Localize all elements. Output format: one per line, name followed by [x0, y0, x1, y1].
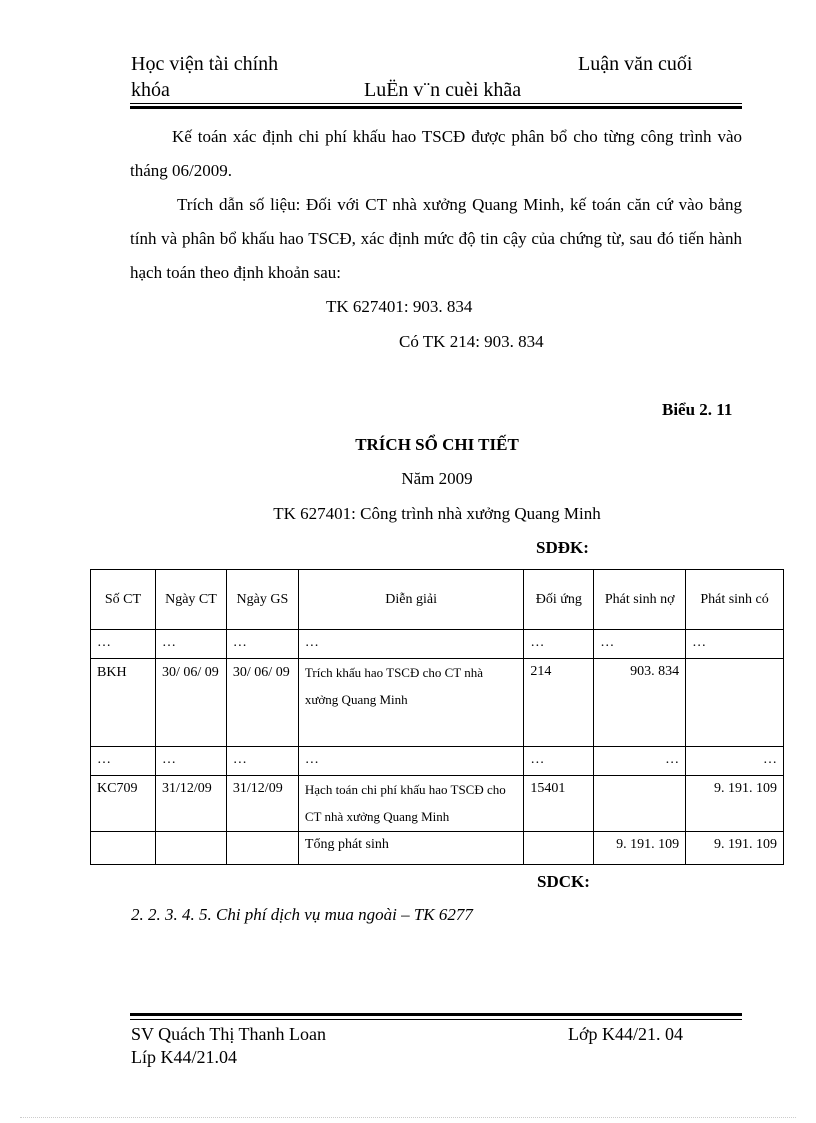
cell-dien-giai: …	[298, 747, 523, 776]
table-row	[91, 630, 784, 659]
closing-balance-label: SDCK:	[537, 872, 590, 891]
header-rule-thick	[130, 106, 742, 109]
col-header-so-ct: Số CT	[91, 570, 156, 630]
cell-dien-giai: Trích khấu hao TSCĐ cho CT nhà xưởng Quang Minh	[298, 659, 523, 747]
header-institution: Học viện tài chính	[131, 53, 279, 75]
cell-ps-no: …	[594, 747, 686, 776]
ledger-title: TRÍCH SỔ CHI TIẾT	[355, 435, 519, 454]
table-header-row	[91, 570, 784, 630]
cell-ps-co	[686, 659, 784, 747]
intro-paragraph-2: Trích dẫn số liệu: Đối với CT nhà xưởng Quang Minh, kế toán căn cứ vào bảng tính và phân bổ khấu hao TSCĐ, xác định mức độ tin cậy của chứng từ, sau đó tiến hành hạch toán theo định khoản sau:	[130, 195, 742, 282]
header-rule-thin	[130, 103, 742, 104]
table-row	[91, 747, 784, 776]
cell-doi-ung: …	[524, 747, 594, 776]
cell-doi-ung: 214	[524, 659, 594, 747]
col-header-ps-co: Phát sinh có	[686, 570, 784, 630]
journal-entry-debit: TK 627401: 903. 834	[326, 297, 473, 316]
table-total-row	[91, 832, 784, 865]
cell-ngay-gs: 30/ 06/ 09	[226, 659, 298, 747]
total-ps-co: 9. 191. 109	[686, 832, 784, 865]
cell-ngay-ct: …	[155, 630, 226, 659]
cell-ngay-ct: …	[155, 747, 226, 776]
cell-ngay-gs: 31/12/09	[226, 776, 298, 832]
table-row	[91, 776, 784, 832]
cell-empty	[155, 832, 226, 865]
cell-ngay-ct: 31/12/09	[155, 776, 226, 832]
cell-doi-ung: …	[524, 630, 594, 659]
exhibit-label: Biểu 2. 11	[662, 400, 733, 419]
cell-so-ct: BKH	[91, 659, 156, 747]
cell-ps-co: 9. 191. 109	[686, 776, 784, 832]
footer-class-left: Líp K44/21.04	[131, 1047, 237, 1067]
footer-rule-thin	[130, 1019, 742, 1020]
total-label: Tổng phát sinh	[298, 832, 523, 865]
footer-class-right: Lớp K44/21. 04	[568, 1024, 684, 1044]
cell-empty	[91, 832, 156, 865]
cell-so-ct: …	[91, 630, 156, 659]
header-doc-type: Luận văn cuối	[578, 53, 693, 75]
cell-ps-no: …	[594, 630, 686, 659]
cell-ngay-ct: 30/ 06/ 09	[155, 659, 226, 747]
opening-balance-label: SDĐK:	[536, 538, 589, 557]
header-garbled-title: LuËn v¨n cuèi khãa	[364, 79, 522, 101]
col-header-ps-no: Phát sinh nợ	[594, 570, 686, 630]
footer-rule-thick	[130, 1013, 742, 1016]
header-continuation: khóa	[131, 79, 170, 101]
cell-doi-ung: 15401	[524, 776, 594, 832]
ledger-table	[90, 569, 784, 865]
col-header-ngay-gs: Ngày GS	[226, 570, 298, 630]
cell-so-ct: KC709	[91, 776, 156, 832]
cell-empty	[226, 832, 298, 865]
col-header-doi-ung: Đối ứng	[524, 570, 594, 630]
next-section-heading: 2. 2. 3. 4. 5. Chi phí dịch vụ mua ngoài – TK 6277	[131, 905, 473, 924]
page-bottom-divider	[20, 1117, 796, 1118]
cell-ngay-gs: …	[226, 747, 298, 776]
total-ps-no: 9. 191. 109	[594, 832, 686, 865]
cell-empty	[524, 832, 594, 865]
cell-ps-co: …	[686, 747, 784, 776]
cell-dien-giai: …	[298, 630, 523, 659]
cell-ngay-gs: …	[226, 630, 298, 659]
cell-ps-co: …	[686, 630, 784, 659]
table-row	[91, 659, 784, 747]
cell-ps-no: 903. 834	[594, 659, 686, 747]
ledger-account: TK 627401: Công trình nhà xưởng Quang Minh	[273, 504, 601, 523]
journal-entry-credit: Có TK 214: 903. 834	[399, 332, 544, 351]
col-header-dien-giai: Diễn giải	[298, 570, 523, 630]
cell-so-ct: …	[91, 747, 156, 776]
cell-dien-giai: Hạch toán chi phí khấu hao TSCĐ cho CT nhà xưởng Quang Minh	[298, 776, 523, 832]
col-header-ngay-ct: Ngày CT	[155, 570, 226, 630]
cell-ps-no	[594, 776, 686, 832]
ledger-year: Năm 2009	[401, 469, 473, 488]
intro-paragraph-1: Kế toán xác định chi phí khấu hao TSCĐ được phân bổ cho từng công trình vào tháng 06/2009.	[130, 127, 742, 180]
footer-student-name: SV Quách Thị Thanh Loan	[131, 1024, 326, 1044]
